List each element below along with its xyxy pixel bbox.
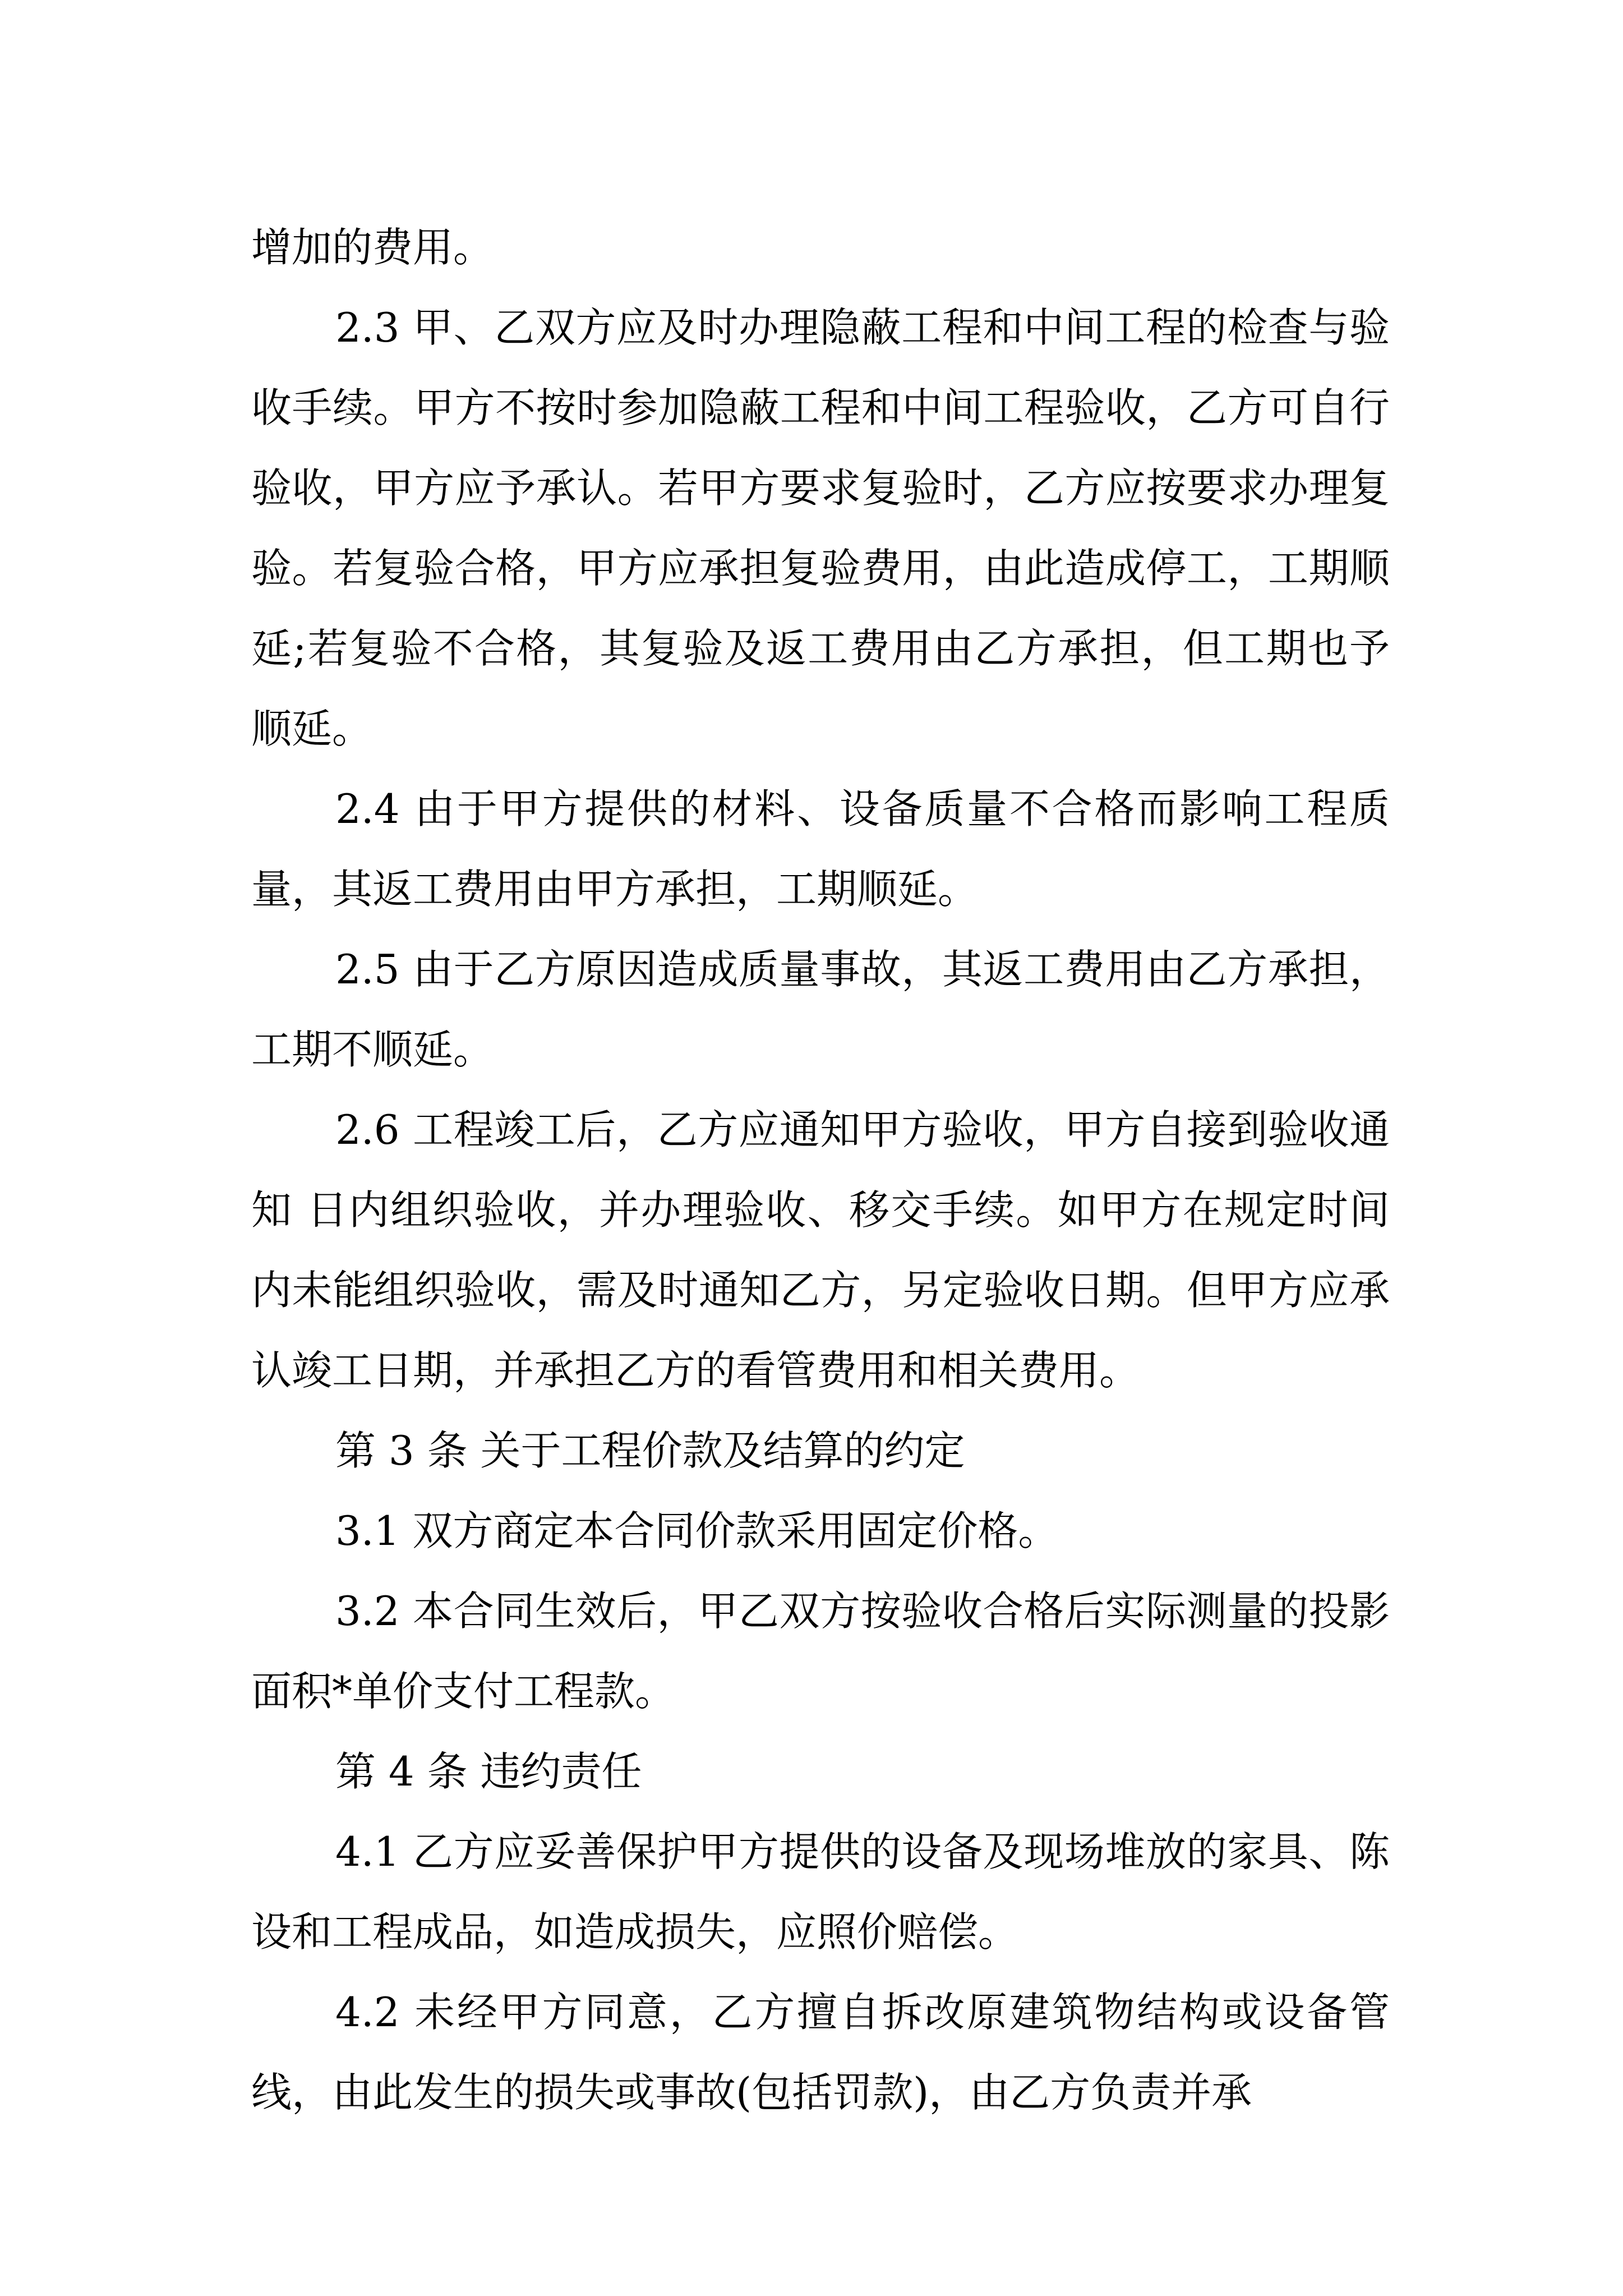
paragraph-2-5: 2.5 由于乙方原因造成质量事故，其返工费用由乙方承担，工期不顺延。 bbox=[251, 946, 1390, 1073]
paragraph-3-1: 3.1 双方商定本合同价款采用固定价格。 bbox=[335, 1507, 1059, 1554]
paragraph-cost-continuation: 增加的费用。 bbox=[251, 224, 494, 271]
paragraph-2-4: 2.4 由于甲方提供的材料、设备质量不合格而影响工程质量，其返工费用由甲方承担，工期顺延。 bbox=[251, 785, 1390, 913]
paragraph-2-6: 2.6 工程竣工后，乙方应通知甲方验收，甲方自接到验收通知 日内组织验收，并办理验收、移交手续。如甲方在规定时间内未能组织验收，需及时通知乙方，另定验收日期。但甲方应承认竣工日期，并承担乙方的看管费用和相关费用。 bbox=[251, 1106, 1390, 1394]
paragraph-3-2: 3.2 本合同生效后，甲乙双方按验收合格后实际测量的投影面积*单价支付工程款。 bbox=[251, 1588, 1390, 1715]
paragraph-2-3: 2.3 甲、乙双方应及时办理隐蔽工程和中间工程的检查与验收手续。甲方不按时参加隐蔽工程和中间工程验收，乙方可自行验收，甲方应予承认。若甲方要求复验时，乙方应按要求办理复验。若复验合格，甲方应承担复验费用，由此造成停工，工期顺延;若复验不合格，其复验及返工费用由乙方承担，但工期也予顺延。 bbox=[251, 304, 1390, 752]
paragraph-4-2: 4.2 未经甲方同意，乙方擅自拆改原建筑物结构或设备管线，由此发生的损失或事故(包括罚款)，由乙方负责并承 bbox=[251, 1989, 1390, 2116]
heading-article-4: 第 4 条 违约责任 bbox=[335, 1748, 642, 1795]
heading-article-3: 第 3 条 关于工程价款及结算的约定 bbox=[335, 1427, 965, 1474]
paragraph-4-1: 4.1 乙方应妥善保护甲方提供的设备及现场堆放的家具、陈设和工程成品，如造成损失，应照价赔偿。 bbox=[251, 1828, 1390, 1955]
document-body bbox=[251, 208, 1390, 2133]
